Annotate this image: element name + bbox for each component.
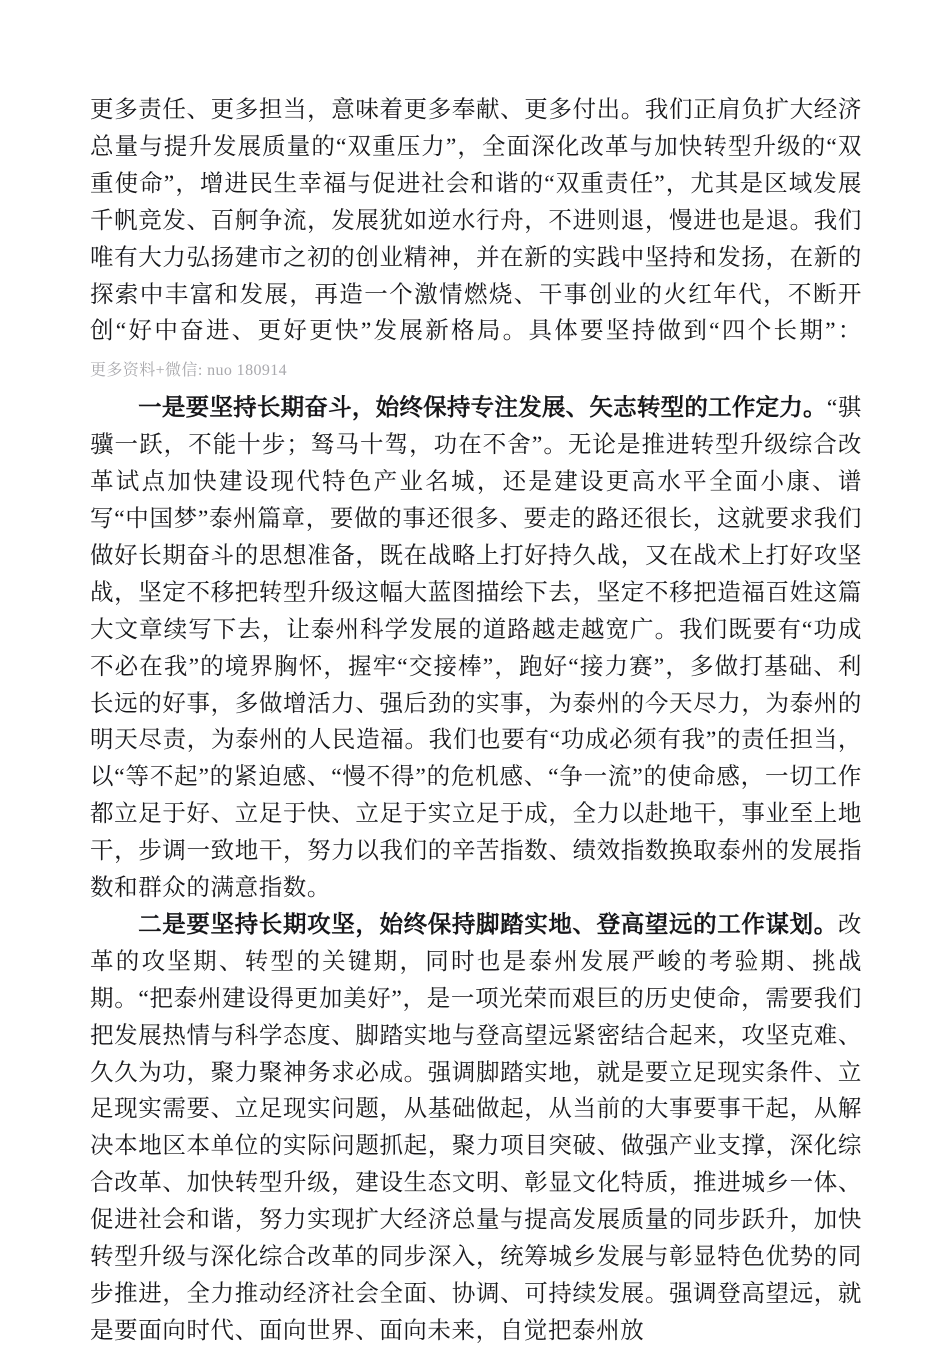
paragraph-point-one-heading: 一是要坚持长期奋斗，始终保持专注发展、矢志转型的工作定力。 (138, 395, 827, 422)
document-body (90, 92, 862, 1350)
paragraph-continued-text: 更多责任、更多担当，意味着更多奉献、更多付出。我们正肩负扩大经济总量与提升发展质量的“双重压力”，全面深化改革与加快转型升级的“双重使命”，增进民生幸福与促进社会和谐的“双重责任”，尤其是区域发展千帆竞发、百舸争流，发展犹如逆水行舟，不进则退，慢进也是退。我们唯有大力弘扬建市之初的创业精神，并在新的实践中坚持和发扬，在新的探索中丰富和发展，再造一个激情燃烧、干事创业的火红年代，不断开创“好中奋进、更好更快”发展新格局。具体要坚持做到“四个长期”： (90, 97, 862, 345)
paragraph-point-two-heading: 二是要坚持长期攻坚，始终保持脚踏实地、登高望远的工作谋划。 (138, 911, 838, 938)
paragraph-point-one-text: “骐骥一跃，不能十步；驽马十驾，功在不舍”。无论是推进转型升级综合改革试点加快建设现代特色产业名城，还是建设更高水平全面小康、谱写“中国梦”泰州篇章，要做的事还很多、要走的路还很长，这就要求我们做好长期奋斗的思想准备，既在战略上打好持久战，又在战术上打好攻坚战，坚定不移把转型升级这幅大蓝图描绘下去，坚定不移把造福百姓这篇大文章续写下去，让泰州科学发展的道路越走越宽广。我们既要有“功成不必在我”的境界胸怀，握牢“交接棒”，跑好“接力赛”，多做打基础、利长远的好事，多做增活力、强后劲的实事，为泰州的今天尽力，为泰州的明天尽责，为泰州的人民造福。我们也要有“功成必须有我”的责任担当，以“等不起”的紧迫感、“慢不得”的危机感、“争一流”的使命感，一切工作都立足于好、立足于快、立足于实立足于成，全力以赴地干，事业至上地干，步调一致地干，努力以我们的辛苦指数、绩效指数换取泰州的发展指数和群众的满意指数。 (90, 395, 862, 902)
paragraph-point-one (90, 390, 862, 907)
watermark-wechat: 更多资料+微信: nuo 180914 (90, 362, 288, 380)
paragraph-continued (90, 92, 862, 390)
paragraph-point-two (90, 907, 862, 1350)
paragraph-point-two-text: 改革的攻坚期、转型的关键期，同时也是泰州发展严峻的考验期、挑战期。“把泰州建设得更加美好”，是一项光荣而艰巨的历史使命，需要我们把发展热情与科学态度、脚踏实地与登高望远紧密结合起来，攻坚克难、久久为功，聚力聚神务求必成。强调脚踏实地，就是要立足现实条件、立足现实需要、立足现实问题，从基础做起，从当前的大事要事干起，从解决本地区本单位的实际问题抓起，聚力项目突破、做强产业支撑，深化综合改革、加快转型升级，建设生态文明、彰显文化特质，推进城乡一体、促进社会和谐，努力实现扩大经济总量与提高发展质量的同步跃升，加快转型升级与深化综合改革的同步深入，统筹城乡发展与彰显特色优势的同步推进，全力推动经济社会全面、协调、可持续发展。强调登高望远，就是要面向时代、面向世界、面向未来，自觉把泰州放 (90, 911, 862, 1344)
